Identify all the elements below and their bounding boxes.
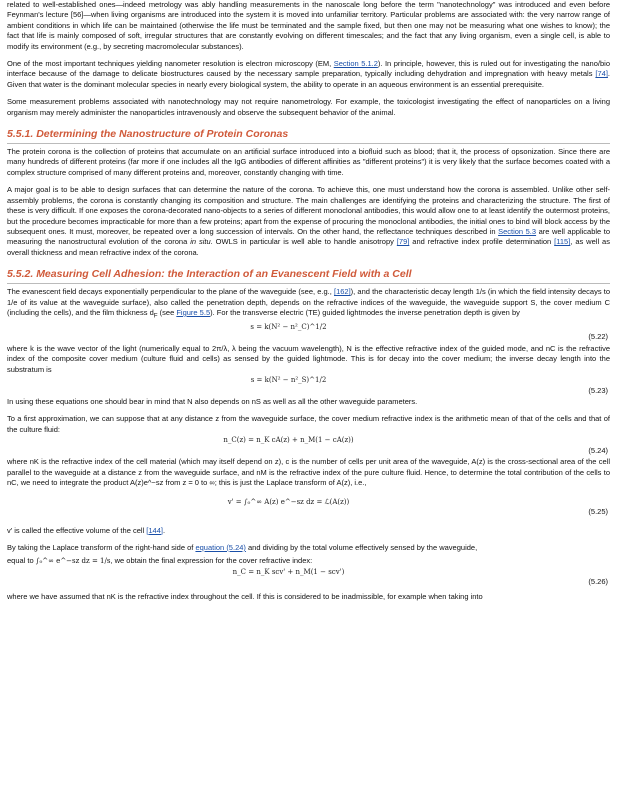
text: ). For the transverse electric (TE) guided lightmodes the inverse penetration depth is given by [210, 307, 520, 317]
equation-5-26 [7, 567, 610, 589]
equation-number: (5.26) [588, 577, 608, 587]
paragraph-laplace-cont [7, 556, 610, 566]
paragraph-waveguide-params: In using these equations one should bear in mind that N also depends on nS as well as all the other waveguide parameters. [7, 397, 418, 407]
equation-5-25 [7, 489, 610, 519]
paragraph-wave-vector: where k is the wave vector of the light (numerically equal to 2π/λ, λ being the vacuum wavelength), N is the effective refractive index of the guided mode, and nC is the refractive index of the composite cover medium (culture fluid and cells) as sensed by the guided lightmode. This is for decay into the cover medium; the inverse decay length into the substratum is [7, 343, 610, 374]
link-figure-5-5[interactable]: Figure 5.5 [176, 307, 211, 317]
paragraph-corona-design [7, 185, 610, 258]
text: The evanescent field decays exponentially perpendicular to the plane of the waveguide (see, e.g., [7, 287, 334, 297]
equation-body: n_C(z) = n_K cA(z) + n_M(1 − cA(z)) [223, 436, 354, 445]
text: ). In principle, however, this is ruled out for investigating the nano/bio interface because of the damage to delicate biostructures caused by the necessary sample preparation, typically including dehydration and impregnation with heavy metals [7, 59, 610, 79]
text: . [162, 525, 166, 535]
paragraph-em [7, 59, 610, 90]
equation-body: v' = ∫₀^∞ A(z) e^−sz dz = ℒ(A(z)) [227, 497, 350, 506]
equation-body: s = k(N² − n²_S)^1/2 [250, 376, 327, 385]
paragraph-effective-volume [7, 526, 610, 536]
equation-number: (5.24) [588, 445, 608, 455]
section-heading-5-5-1: 5.5.1. Determining the Nanostructure of Protein Coronas [7, 128, 610, 144]
paragraph-cell-material: where nK is the refractive index of the cell material (which may itself depend on z), c is the number of cells per unit area of the waveguide, A(z) is the cross-sectional area of the cell parallel to the waveguide at a distance z from the waveguide surface, and nM is the refractive index of the pure culture fluid. Hence, to determine the total contribution of the cells to nC, we need to integrate the product A(z)e^−sz from z = 0 to ∞; this is just the Laplace transform of A(z), i.e., [7, 457, 610, 488]
paragraph-assumption: where we have assumed that nK is the refractive index throughout the cell. If this is considered to be inadmissible, for example when taking into [7, 591, 483, 601]
link-section-5-3[interactable]: Section 5.3 [498, 226, 537, 236]
text: A major goal is to be able to design surfaces that can determine the nature of the corona. To achieve this, one must understand how the corona is assembled. Unlike other self-assembly problems, the corona is constantly changing its composition and structure. The main challenges are identifying the proteins and characterizing the structure. The first of these is very difficult. If one exposes the corona-decorated nano-objects to a series of different monoclonal antibodies, this would allow one to at least identify the outermost proteins, but the procedure becomes impracticable for more than a few proteins; apart from the expense of procuring the monoclonal antibodies, the initial ones to bind will block access by the subsequent ones. It must, moreover, be repeated over a long succession of intervals. On the other hand, the reflectance techniques described in [7, 185, 610, 236]
text: . Given that water is the dominant molecular species in nearly every biological system, the ability to operate in an aqueous environment is an essential prerequisite. [7, 69, 610, 89]
text: ), and the characteristic decay length 1/s (in which the field intensity decays to 1/e of its value at the waveguide surface), also called the penetration depth, depends on the refractive indices of the waveguide, the waveguide support S, the cover medium C (including the cells), and the film thickness d [7, 287, 611, 317]
paragraph-first-approx: To a first approximation, we can suppose that at any distance z from the waveguide surface, the cover medium refractive index is the arithmetic mean of that of the cells and that of the culture fluid: [7, 414, 610, 434]
equation-5-22 [7, 322, 610, 344]
text: . OWLS in particular is well able to handle anisotropy [210, 237, 397, 247]
link-equation-5-24[interactable]: equation (5.24) [195, 542, 246, 552]
text: and dividing by the total volume effectively sensed by the waveguide, [245, 542, 478, 552]
ref-144[interactable]: [144] [146, 525, 163, 535]
equation-number: (5.22) [588, 332, 608, 342]
ref-162[interactable]: [162] [333, 287, 351, 297]
paragraph-laplace [7, 543, 610, 553]
equation-body: s = k(N² − n²_C)^1/2 [250, 322, 327, 331]
text: (see [157, 307, 177, 317]
ref-74[interactable]: [74] [595, 69, 608, 79]
paragraph-corona: The protein corona is the collection of proteins that accumulate on an artificial surface introduced into a biofluid such as blood; that it, the process of opsonization. Since there are many hundreds of different proteins (far more if one includes all the IgG antibodies of different affinities as "different proteins") it is very likely that the surface becomes coated with a complex structure comprised of many different proteins and, moreover, constantly changing with time. [7, 147, 610, 177]
paragraph-evanescent [7, 287, 610, 322]
equation-body: n_C = n_K scv' + n_M(1 − scv') [232, 567, 345, 576]
text: and refractive index profile determination [409, 237, 555, 247]
text: v' is called the effective volume of the cell [7, 525, 147, 535]
paragraph-nanometrology: Some measurement problems associated with nanotechnology may not require nanometrology. For example, the toxicologist investigating the effect of nanoparticles on a living organism may merely administer the nanoparticles intravenously and observe the subsequent behavior of the animal. [7, 97, 610, 117]
ref-79[interactable]: [79] [396, 237, 410, 247]
text-italic: in situ [190, 237, 211, 247]
text: , we obtain the final expression for the cover refractive index: [110, 556, 313, 566]
section-heading-5-5-2: 5.5.2. Measuring Cell Adhesion: the Interaction of an Evanescent Field with a Cell [7, 268, 610, 284]
equation-number: (5.25) [588, 507, 608, 517]
ref-115[interactable]: [115] [554, 237, 571, 247]
equation-number: (5.23) [588, 385, 608, 395]
text: One of the most important techniques yielding nanometer resolution is electron microscopy (EM, [7, 59, 334, 69]
paragraph-intro: related to well-established ones—indeed metrology was ably handling measurements in the nanoscale long before the term "nanotechnology" was introduced and even before Feynman's lecture [56]—when living organisms are introduced into the system it is moved into unfamiliar territory. Particular problems are associated with: the very narrow range of ambient conditions in which life can be maintained (otherwise the life must be terminated and the sample fixed, but then one may not be measuring what one wishes to know); the fact that life is mainly composed of soft, irregular structures that are constantly evolving on different timescales; and the fact that any living organism, even a single cell, is able to modify its environment (e.g., by secreting macromolecular substances). [7, 0, 610, 51]
subscript: F [153, 312, 158, 320]
equation-5-24 [7, 435, 610, 457]
link-section-5-1-2[interactable]: Section 5.1.2 [333, 59, 378, 69]
text: , as well as overall thickness and mean refractive index of the corona. [7, 237, 610, 257]
text: equal to [7, 556, 34, 566]
equation-5-23 [7, 375, 610, 397]
inline-integral: ∫₀^∞ e^−sz dz = 1/s [35, 557, 111, 566]
text: are well applicable to measuring the nanostructural evolution of the corona [7, 226, 610, 247]
text: By taking the Laplace transform of the right-hand side of [7, 542, 196, 552]
